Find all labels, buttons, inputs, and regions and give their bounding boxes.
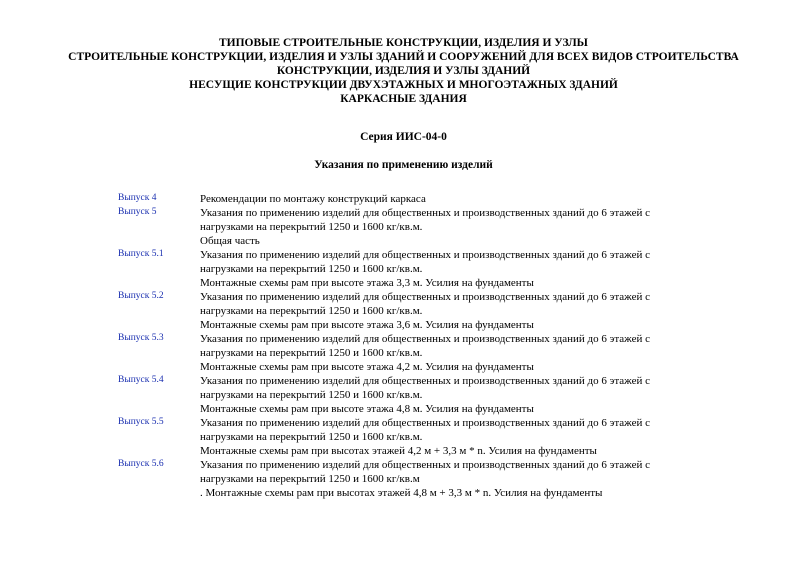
issue-item	[0, 192, 807, 206]
issue-link[interactable]: Выпуск 5.3	[118, 333, 164, 343]
issue-text-line: Монтажные схемы рам при высотах этажей 4,2 м + 3,3 м * n. Усилия на фундаменты	[200, 445, 597, 457]
issue-description	[200, 332, 700, 374]
issue-item	[0, 332, 807, 374]
issue-text-line: Указания по применению изделий для общественных и производственных зданий до 6 этажей с	[200, 459, 651, 471]
issue-link[interactable]: Выпуск 5.5	[118, 417, 164, 427]
document-header	[0, 36, 807, 106]
issue-link[interactable]: Выпуск 5	[118, 207, 157, 217]
issue-item	[0, 206, 807, 248]
issue-item	[0, 290, 807, 332]
issue-text-line: нагрузками на перекрытий 1250 и 1600 кг/кв.м.	[200, 431, 423, 443]
series-title: Серия ИИС-04-0	[360, 131, 447, 143]
issue-description	[200, 290, 700, 332]
issue-text-line: Указания по применению изделий для общественных и производственных зданий до 6 этажей с	[200, 417, 651, 429]
header-line-5: КАРКАСНЫЕ ЗДАНИЯ	[340, 93, 467, 105]
issue-text-line: Указания по применению изделий для общественных и производственных зданий до 6 этажей с	[200, 291, 651, 303]
issue-text-line: . Монтажные схемы рам при высотах этажей 4,8 м + 3,3 м * n. Усилия на фундаменты	[200, 487, 603, 499]
issue-link[interactable]: Выпуск 5.6	[118, 459, 164, 469]
header-line-4: НЕСУЩИЕ КОНСТРУКЦИИ ДВУХЭТАЖНЫХ И МНОГОЭТАЖНЫХ ЗДАНИЙ	[189, 79, 618, 91]
issue-text-line: нагрузками на перекрытий 1250 и 1600 кг/кв.м.	[200, 263, 423, 275]
issue-description	[200, 374, 700, 416]
issue-list	[0, 192, 807, 500]
issue-text-line: нагрузками на перекрытий 1250 и 1600 кг/кв.м.	[200, 389, 423, 401]
issue-item	[0, 458, 807, 500]
issue-description	[200, 248, 700, 290]
issue-text-line: нагрузками на перекрытий 1250 и 1600 кг/кв.м.	[200, 305, 423, 317]
issue-text-line: Общая часть	[200, 235, 260, 247]
issue-text-line: Указания по применению изделий для общественных и производственных зданий до 6 этажей с	[200, 249, 651, 261]
issue-text-line: Указания по применению изделий для общественных и производственных зданий до 6 этажей с	[200, 375, 651, 387]
issue-text-line: нагрузками на перекрытий 1250 и 1600 кг/кв.м.	[200, 347, 423, 359]
issue-text-line: нагрузками на перекрытий 1250 и 1600 кг/кв.м.	[200, 221, 423, 233]
issue-text-line: Монтажные схемы рам при высоте этажа 4,8 м. Усилия на фундаменты	[200, 403, 534, 415]
issue-text-line: Указания по применению изделий для общественных и производственных зданий до 6 этажей с	[200, 207, 651, 219]
issue-description	[200, 458, 700, 500]
issue-link[interactable]: Выпуск 5.2	[118, 291, 164, 301]
issue-text-line: Указания по применению изделий для общественных и производственных зданий до 6 этажей с	[200, 333, 651, 345]
issue-text-line: Монтажные схемы рам при высоте этажа 4,2 м. Усилия на фундаменты	[200, 361, 534, 373]
issue-text-line: Монтажные схемы рам при высоте этажа 3,6 м. Усилия на фундаменты	[200, 319, 534, 331]
issue-description	[200, 192, 700, 206]
issue-text-line: Монтажные схемы рам при высоте этажа 3,3 м. Усилия на фундаменты	[200, 277, 534, 289]
issue-link[interactable]: Выпуск 5.4	[118, 375, 164, 385]
issue-description	[200, 206, 700, 248]
issue-link[interactable]: Выпуск 4	[118, 193, 157, 203]
header-line-3: КОНСТРУКЦИИ, ИЗДЕЛИЯ И УЗЛЫ ЗДАНИЙ	[276, 65, 531, 77]
issue-text-line: Рекомендации по монтажу конструкций каркаса	[200, 193, 426, 205]
issue-text-line: нагрузками на перекрытий 1250 и 1600 кг/кв.м	[200, 473, 420, 485]
issue-item	[0, 248, 807, 290]
document-subtitle: Указания по применению изделий	[314, 159, 493, 171]
header-line-2: СТРОИТЕЛЬНЫЕ КОНСТРУКЦИИ, ИЗДЕЛИЯ И УЗЛЫ ЗДАНИЙ И СООРУЖЕНИЙ ДЛЯ ВСЕХ ВИДОВ СТРОИТЕЛЬСТВА	[68, 51, 739, 63]
issue-link[interactable]: Выпуск 5.1	[118, 249, 164, 259]
issue-description	[200, 416, 700, 458]
issue-item	[0, 374, 807, 416]
header-line-1: ТИПОВЫЕ СТРОИТЕЛЬНЫЕ КОНСТРУКЦИИ, ИЗДЕЛИЯ И УЗЛЫ	[219, 37, 588, 49]
issue-item	[0, 416, 807, 458]
